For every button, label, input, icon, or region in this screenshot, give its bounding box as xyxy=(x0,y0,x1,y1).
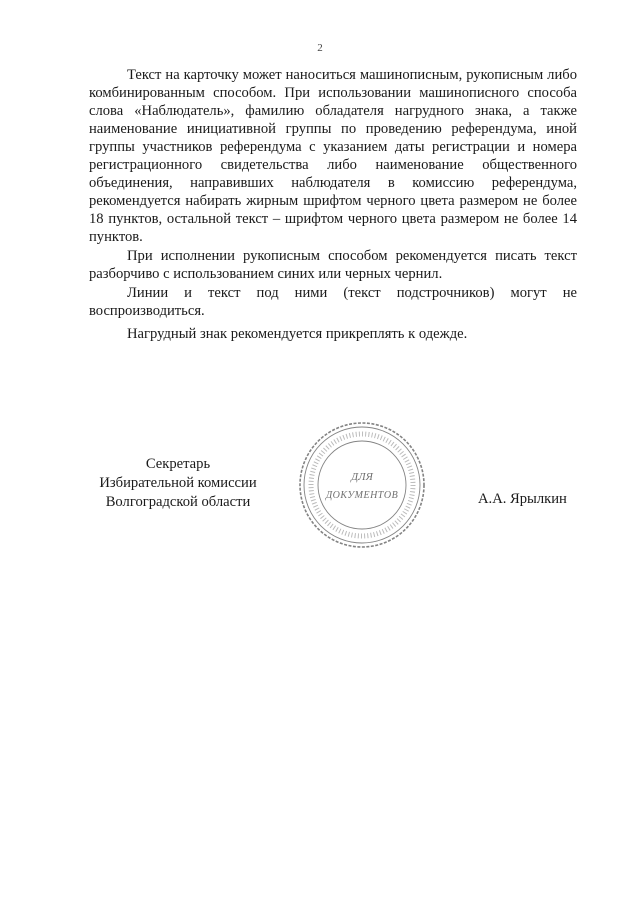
stamp-inner-line: ДОКУМЕНТОВ xyxy=(325,490,399,501)
official-stamp xyxy=(295,418,429,552)
signature-title-line: Избирательной комиссии xyxy=(99,475,257,491)
document-body xyxy=(89,66,577,343)
signature-title-line: Волгоградской области xyxy=(105,494,251,510)
page-number: 2 xyxy=(317,42,323,54)
signature-title xyxy=(78,455,278,512)
signature-title-line: Секретарь xyxy=(145,456,211,472)
paragraph-text-format: Текст на карточку может наноситься машинописным, рукописным либо комбинированным способом. При использовании машинописного способа слова «Наблюдатель», фамилию обладателя нагрудного знака, а также наименование инициативной группы по проведению референдума, иной группы участников референдума с указанием даты регистрации и номера регистрационного свидетельства либо наименование общественного объединения, направивших наблюдателя в комиссию референдума, рекомендуется набирать жирным шрифтом черного цвета размером не более 18 пунктов, остальной текст – шрифтом черного цвета размером не более 14 пунктов. xyxy=(89,67,577,245)
paragraph-attach-badge: Нагрудный знак рекомендуется прикреплять к одежде. xyxy=(127,326,468,342)
stamp-inner-line: ДЛЯ xyxy=(351,471,373,483)
paragraph-lines-optional: Линии и текст под ними (текст подстрочников) могут не воспроизводиться. xyxy=(89,285,577,319)
paragraph-handwritten-method: При исполнении рукописным способом рекомендуется писать текст разборчиво с использованием синих или черных чернил. xyxy=(89,248,577,282)
signer-name: А.А. Ярылкин xyxy=(478,491,567,507)
